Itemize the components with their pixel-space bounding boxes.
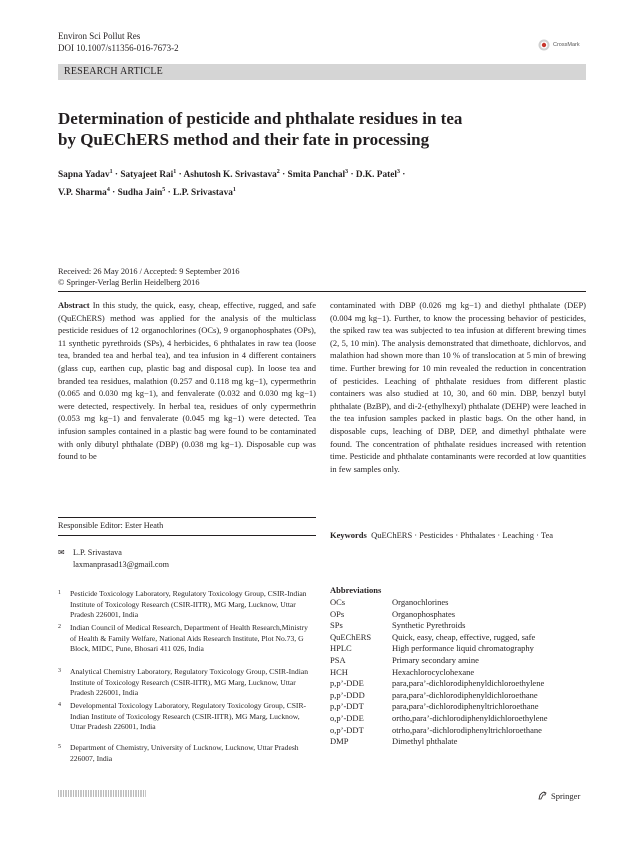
affiliation: 5 Department of Chemistry, University of Lucknow, Lucknow, Uttar Pradesh 226007, India [58,743,299,763]
responsible-editor: Responsible Editor: Ester Heath [58,521,164,530]
abbreviation-row: DMP Dimethyl phthalate [330,736,458,747]
journal-name: Environ Sci Pollut Res [58,31,141,41]
barcode-strip [58,790,146,797]
abbreviation-row: PSA Primary secondary amine [330,654,479,665]
abstract-right-column: contaminated with DBP (0.026 mg kg−1) and diethyl phthalate (DEP) (0.004 mg kg−1). Further, to know the processing behavior of pesticides, the spiked raw tea was subjected to tea infusion at different brewing times (2, 5, 10 min). The analysis demonstrated that dimethoate, dichlorvos, and malathion had shown more than 10 % of translocation at 5 min of brewing time. Further brewing for 10 min revealed the reduction in concentration of pesticides. Leaching of phthalate residues from different plastic containers was also studied at 10, 30, and 60 min. DBP, benzyl butyl phthalate (BzBP), and di-2-(ethylhexyl) phthalate (DEHP) were leached in the tea infusion samples packed in plastic bags. On the other hand, in disposable cups, leaching of DBP, DEP, and dimethyl phthalate were found. The concentration of phthalate residues increased with retention time. Pesticide and phthalate contaminants were recorded at low quantities in few samples only. [330,300,586,474]
keywords-label: Keywords [330,530,367,540]
crossmark-label: CrossMark [553,42,580,48]
abbreviation-row: o,p’-DDE ortho,para’-dichlorodiphenyldichloroethylene [330,712,548,723]
affiliation: 2 Indian Council of Medical Research, Department of Health Research,Ministry of Health & Family Welfare, National Aids Research Institute, Plot No.73, G Block, MIDC, Pune, Bhosari 411 026, India [58,623,308,653]
publisher-name: Springer [551,790,581,801]
abbreviation-row: HPLC High performance liquid chromatography [330,643,534,654]
abbreviations-table [330,597,548,748]
footnote-divider [58,517,316,518]
abbreviation-row: HCH Hexachlorocyclohexane [330,666,475,677]
doi: DOI 10.1007/s11356-016-7673-2 [58,43,179,53]
crossmark-badge[interactable] [538,38,586,52]
abbreviations-title: Abbreviations [330,585,382,595]
abbreviation-row: SPs Synthetic Pyrethroids [330,620,466,631]
article-title [58,108,578,150]
corresponding-author [58,547,169,571]
author-list: Sapna Yadav$^1$ · Satyajeet Rai$^1$ · Ashutosh K. Srivastava$^2$ · Smita Panchal$^3$ · D.K. Patel$^3$ · V.P. Sharma$^4$ · Sudha Jain$^5$ · L.P. Srivastava$^1$ [58,169,406,199]
abbreviation-row: OCs Organochlorines [330,597,449,607]
publisher-logo [537,790,580,801]
title-line-2: by QuEChERS method and their fate in processing [58,130,430,149]
abbreviation-row: o,p’-DDT otrho,para’-dichlorodiphenyltrichloroethane [330,724,542,735]
crossmark-icon [538,39,550,51]
abstract-left-column [58,299,316,463]
contact-email[interactable]: laxmanprasad13@gmail.com [73,560,169,569]
author[interactable]: L.P. Srivastava$^1$ [173,187,236,199]
article-type-banner: RESEARCH ARTICLE [58,64,586,80]
abbreviation-row: p,p’-DDD para,para’-dichlorodiphenyldichloroethane [330,689,538,700]
author[interactable]: V.P. Sharma$^4$ [58,187,110,199]
abbreviation-row: OPs Organophosphates [330,608,456,619]
copyright: © Springer-Verlag Berlin Heidelberg 2016 [58,278,200,287]
abstract-text-left: In this study, the quick, easy, cheap, effective, rugged, and safe (QuEChERS) method was applied for the analysis of the multiclass pesticide residues of 12 organochlorines (OCs), 9 organophosphates (OPs), 11 synthetic pyrethroids (SPs), 4 herbicides, 6 phthalates in raw tea (loose tea, branded tea and herbal tea), and tea infusion in 4 different containers (glass cup, earthen cup, plastic bag and disposal cup). In loose tea and branded tea residues, malathion (0.257 and 0.118 mg kg−1), cypermethrin (0.065 and 0.030 mg kg−1), and fenvalerate (0.032 and 0.030 mg kg−1) were detected, respectively. In herbal tea, residues of only cypermethrin (0.053 mg kg−1) and fenvalerate (0.045 mg kg−1) were detected. Tea infusion samples contained in a plastic bag were found to be contaminated with only dibutyl phthalate (DBP) (0.038 mg kg−1). Disposable cup was found to be [58,300,317,462]
divider [58,291,586,292]
abbreviation-row: QuEChERS Quick, easy, cheap, effective, rugged, safe [330,631,536,642]
abbreviation-row: p,p’-DDE para,para’-dichlorodiphenyldichloroethylene [330,678,545,689]
envelope-icon: ✉ [58,548,65,557]
springer-horse-icon [537,790,548,801]
author[interactable]: Ashutosh K. Srivastava$^2$ [183,169,280,181]
author[interactable]: Smita Panchal$^3$ [287,169,349,181]
abstract-label: Abstract [58,300,90,310]
affiliation: 3 Analytical Chemistry Laboratory, Regulatory Toxicology Group, CSIR-Indian Institute of Toxicology Research (CSIR-IITR), MG Marg, Lucknow, Uttar Pradesh 226001, India [58,667,308,697]
journal-header [58,30,179,54]
footnote-divider [58,535,316,536]
contact-name: L.P. Srivastava [73,548,122,557]
author[interactable]: Sudha Jain$^5$ [117,187,166,199]
keywords-text: QuEChERS · Pesticides · Phthalates · Leaching · Tea [371,530,554,540]
article-dates [58,266,240,288]
keywords [330,529,586,542]
author[interactable]: Satyajeet Rai$^1$ [120,169,177,181]
abbreviation-row: p,p’-DDT para,para’-dichlorodiphenyltrichloroethane [330,701,539,712]
author[interactable]: Sapna Yadav$^1$ [58,169,113,181]
affiliation: 1 Pesticide Toxicology Laboratory, Regulatory Toxicology Group, CSIR-Indian Institute of Toxicology Research (CSIR-IITR), MG Marg, Lucknow, Uttar Pradesh 226001, India [58,589,307,619]
author[interactable]: D.K. Patel$^3$ [355,169,400,181]
affiliation: 4 Developmental Toxicology Laboratory, Regulatory Toxicology Group, CSIR-Indian Institute of Toxicology Research (CSIR-IITR), MG Marg, Lucknow, Uttar Pradesh 226001, India [58,701,307,731]
title-line-1: Determination of pesticide and phthalate residues in tea [58,109,463,128]
received-accepted: Received: 26 May 2016 / Accepted: 9 September 2016 [58,267,240,276]
